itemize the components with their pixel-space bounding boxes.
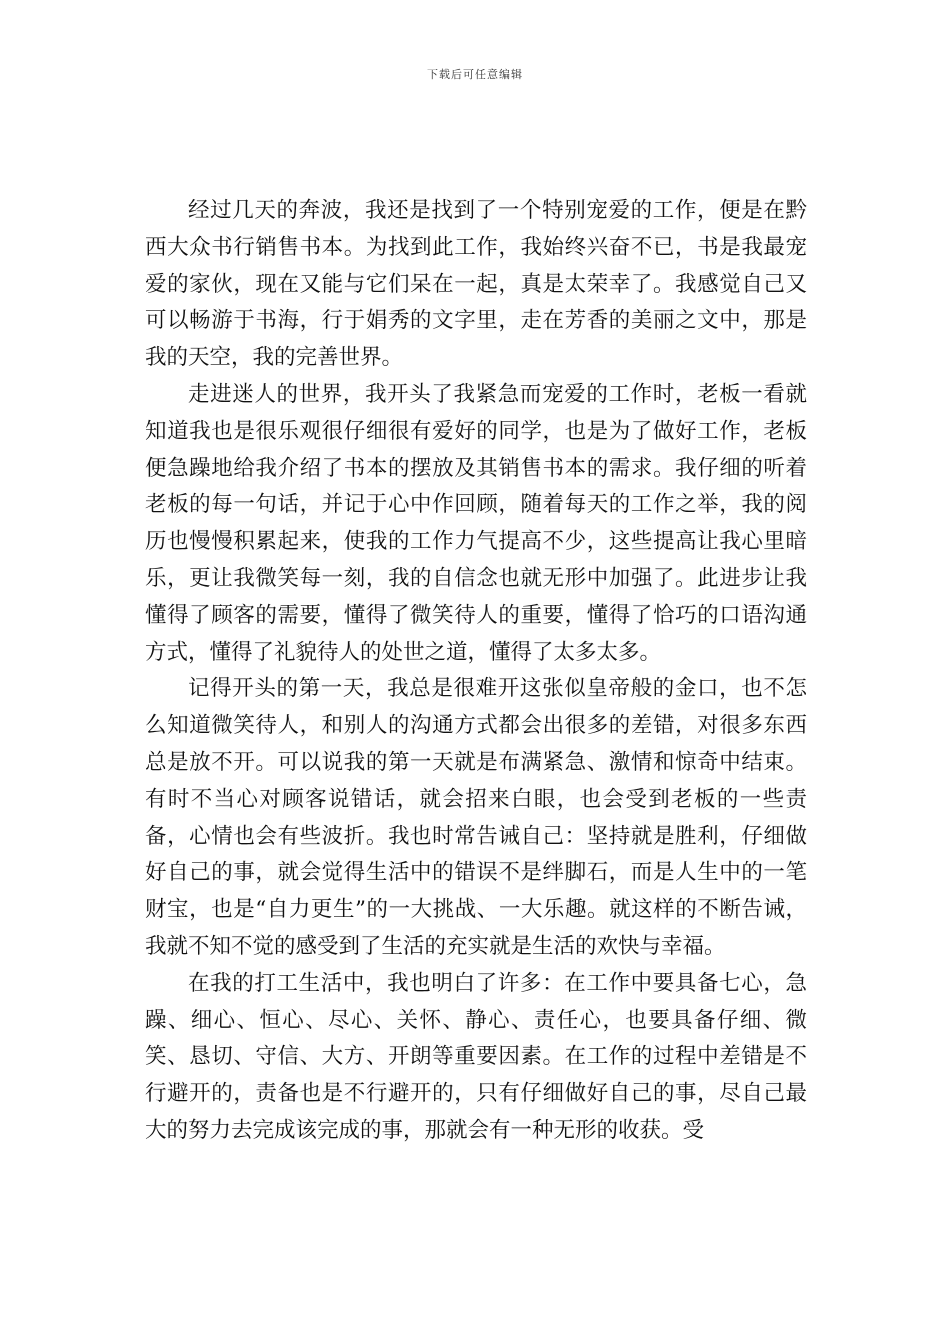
page-header: 下载后可任意编辑 xyxy=(427,68,523,81)
document-body xyxy=(145,193,807,1150)
paragraph: 经过几天的奔波，我还是找到了一个特别宠爱的工作，便是在黔西大众书行销售书本。为找到此工作，我始终兴奋不已，书是我最宠爱的家伙，现在又能与它们呆在一起，真是太荣幸了。我感觉自己又可以畅游于书海，行于娟秀的文字里，走在芳香的美丽之文中，那是我的天空，我的完善世界。 xyxy=(145,198,807,371)
paragraph: 走进迷人的世界，我开头了我紧急而宠爱的工作时，老板一看就知道我也是很乐观很仔细很有爱好的同学，也是为了做好工作，老板便急躁地给我介绍了书本的摆放及其销售书本的需求。我仔细的听着老板的每一句话，并记于心中作回顾，随着每天的工作之举，我的阅历也慢慢积累起来，使我的工作力气提高不少，这些提高让我心里暗乐，更让我微笑每一刻，我的自信念也就无形中加强了。此进步让我懂得了顾客的需要，懂得了微笑待人的重要，懂得了恰巧的口语沟通方式，懂得了礼貌待人的处世之道，懂得了太多太多。 xyxy=(145,381,807,665)
paragraph: 在我的打工生活中，我也明白了许多：在工作中要具备七心，急躁、细心、恒心、尽心、关怀、静心、责任心，也要具备仔细、微笑、恳切、守信、大方、开朗等重要因素。在工作的过程中差错是不行避开的，责备也是不行避开的，只有仔细做好自己的事，尽自己最大的努力去完成该完成的事，那就会有一种无形的收获。受 xyxy=(145,970,807,1143)
paragraph: 记得开头的第一天，我总是很难开这张似皇帝般的金口，也不怎么知道微笑待人，和别人的沟通方式都会出很多的差错，对很多东西总是放不开。可以说我的第一天就是布满紧急、激情和惊奇中结束。有时不当心对顾客说错话，就会招来白眼，也会受到老板的一些责备，心情也会有些波折。我也时常告诫自己：坚持就是胜利，仔细做好自己的事，就会觉得生活中的错误不是绊脚石，而是人生中的一笔财宝，也是“自力更生”的一大挑战、一大乐趣。就这样的不断告诫，我就不知不觉的感受到了生活的充实就是生活的欢快与幸福。 xyxy=(145,676,807,959)
